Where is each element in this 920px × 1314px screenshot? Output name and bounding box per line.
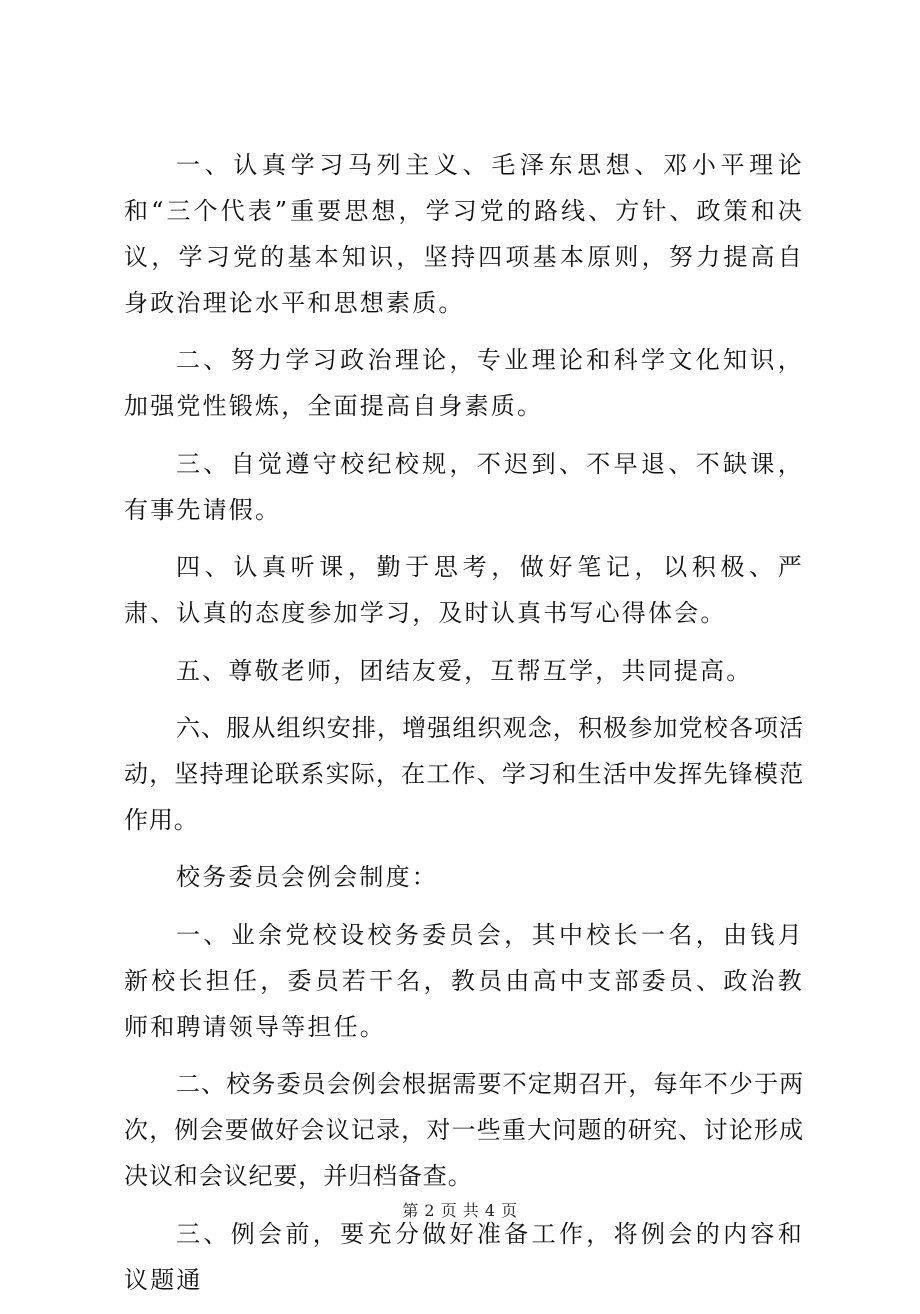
paragraph: 四、认真听课，勤于思考，做好笔记，以积极、严肃、认真的态度参加学习，及时认真书写心得体会。 — [124, 553, 804, 628]
paragraph: 二、努力学习政治理论，专业理论和科学文化知识，加强党性锻炼，全面提高自身素质。 — [124, 346, 804, 421]
paragraph: 六、服从组织安排，增强组织观念，积极参加党校各项活动，坚持理论联系实际，在工作、学习和生活中发挥先锋模范作用。 — [124, 713, 804, 834]
watermark: zixin.com.cn — [512, 604, 875, 669]
document-body — [124, 142, 804, 1314]
section-heading: 校务委员会例会制度： — [176, 863, 438, 892]
page-footer: 第 2 页 共 4 页 — [402, 1201, 518, 1220]
paragraph: 二、校务委员会例会根据需要不定期召开，每年不少于两次，例会要做好会议记录，对一些重大问题的研究、讨论形成决议和会议纪要，并归档备查。 — [124, 1070, 804, 1191]
paragraph: 一、业余党校设校务委员会，其中校长一名，由钱月新校长担任，委员若干名，教员由高中支部委员、政治教师和聘请领导等担任。 — [124, 920, 804, 1041]
paragraph: 三、自觉遵守校纪校规，不迟到、不早退、不缺课，有事先请假。 — [124, 449, 804, 524]
paragraph: 五、尊敬老师，团结友爱，互帮互学，共同提高。 — [176, 656, 753, 685]
paragraph: 一、认真学习马列主义、毛泽东思想、邓小平理论和“三个代表”重要思想，学习党的路线、方针、政策和决议，学习党的基本知识，坚持四项基本原则，努力提高自身政治理论水平和思想素质。 — [124, 151, 804, 317]
paragraph: 三、例会前，要充分做好准备工作，将例会的内容和议题通 — [124, 1219, 804, 1294]
